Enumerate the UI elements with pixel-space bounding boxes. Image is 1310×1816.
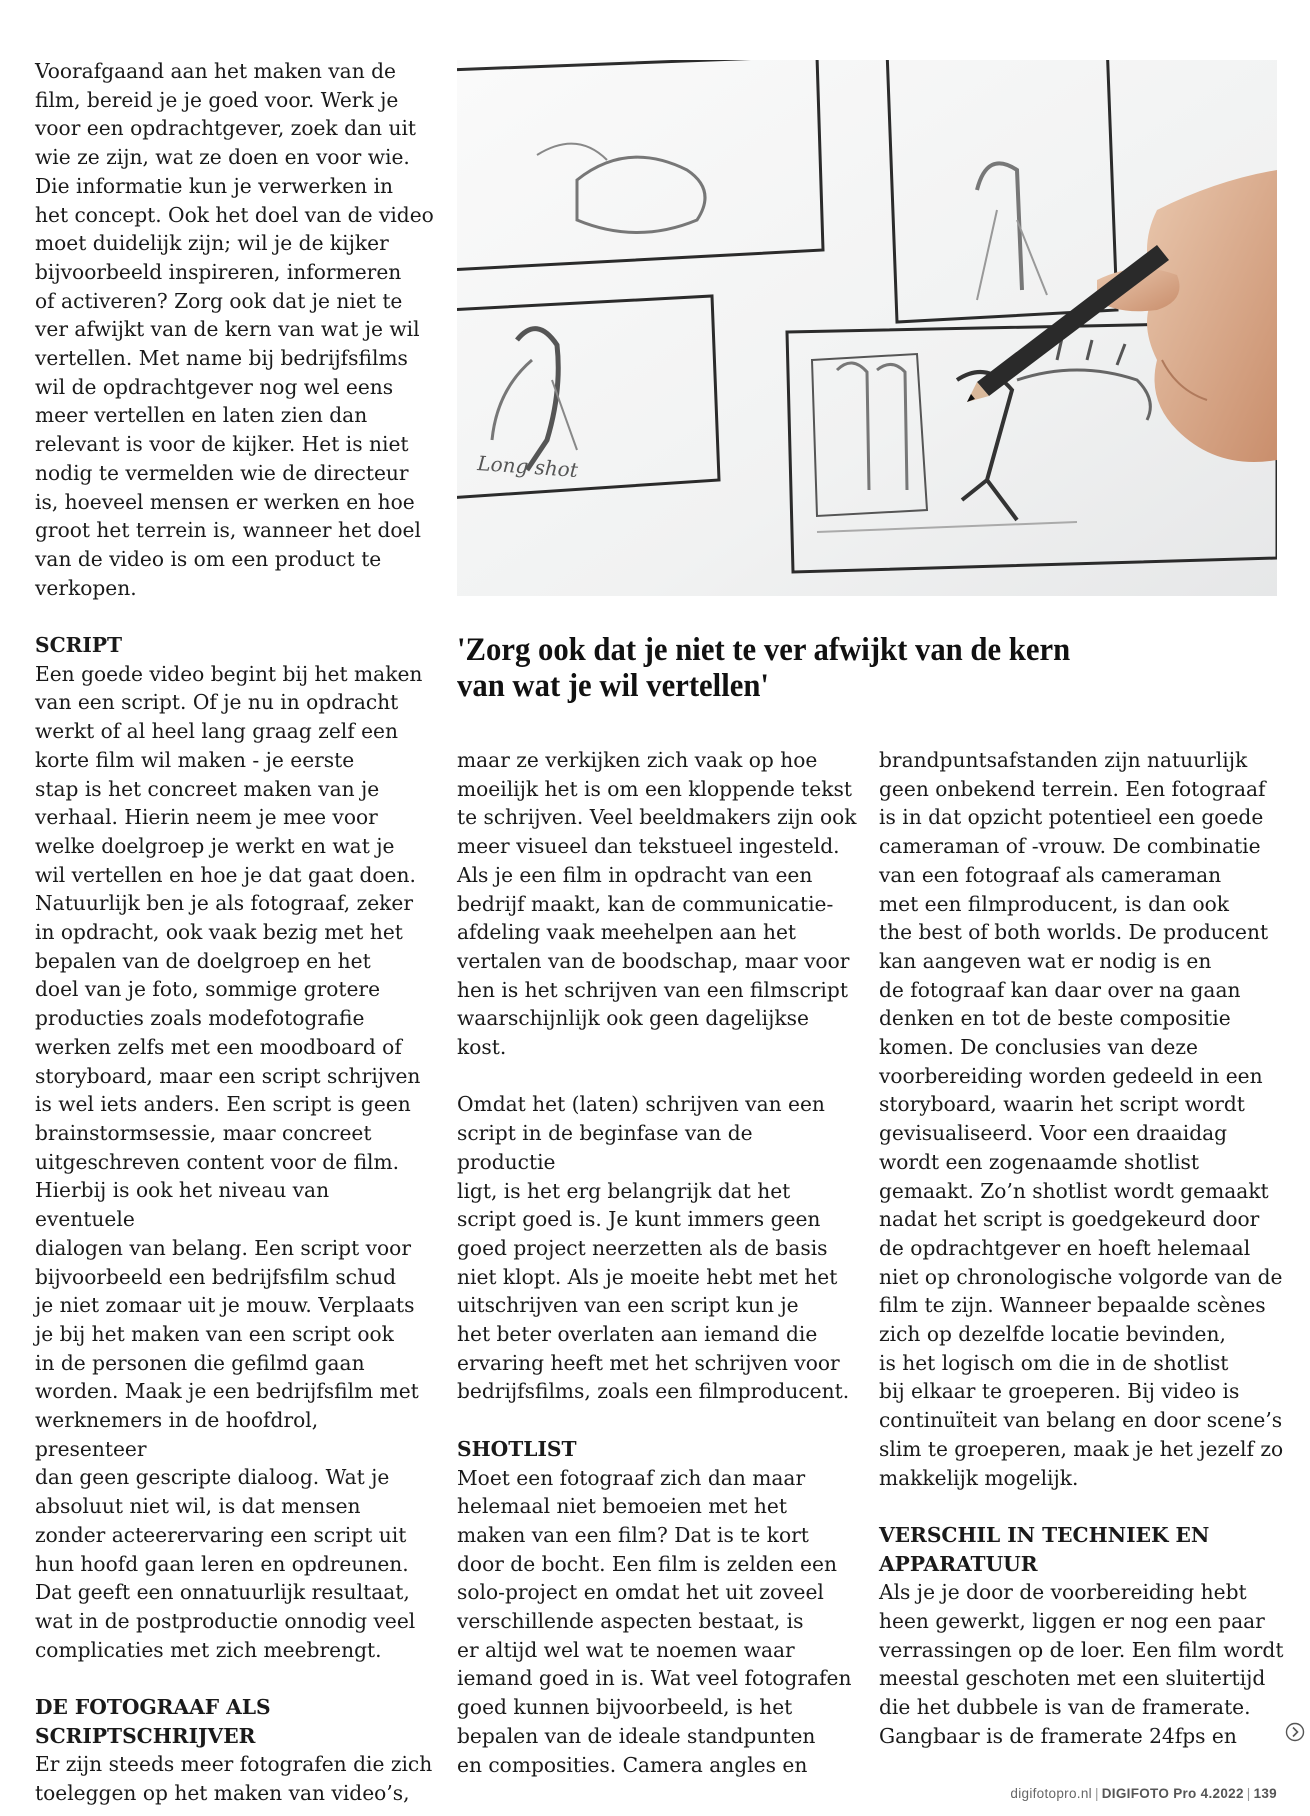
heading-fotograaf: DE FOTOGRAAF ALS SCRIPTSCHRIJVER <box>35 1695 271 1748</box>
storyboard-photo <box>457 60 1277 596</box>
heading-script: SCRIPT <box>35 633 123 658</box>
shotlist-paragraph: Moet een fotograaf zich dan maar helemaal niet bemoeien met het maken van een film? Dat is te kort door de bocht. Een film is zelden een solo-project en omdat het uit zoveel verschillende aspecten bestaat, is er altijd wel wat te noemen waar iemand goed in is. Wat veel fotografen goed kunnen bijvoorbeeld, is het bepalen van de ideale standpunten en composities. Camera angles en <box>457 1465 852 1777</box>
column-3 <box>879 746 1289 1751</box>
heading-shotlist: SHOTLIST <box>457 1436 577 1461</box>
page-number: 139 <box>1253 1786 1277 1801</box>
footer-magazine: DIGIFOTO Pro 4.2022 <box>1101 1786 1244 1801</box>
pull-quote: 'Zorg ook dat je niet te ver afwijkt van de kern van wat je wil vertellen' <box>457 632 1071 704</box>
footer-site: digifotopro.nl <box>1010 1786 1092 1801</box>
fotograaf-paragraph: Er zijn steeds meer fotografen die zich toeleggen op het maken van video’s, <box>35 1752 433 1806</box>
page-footer: digifotopro.nl | DIGIFOTO Pro 4.2022 | 139 <box>1010 1786 1277 1801</box>
techniek-paragraph: Als je je door de voorbereiding hebt heen gewerkt, liggen er nog een paar verrassingen op de loer. Een film wordt meestal geschoten met een sluitertijd die het dubbele is van de framerate. Gangbaar is de framerate 24fps en <box>879 1580 1284 1748</box>
sketch-label: Long shot <box>476 451 579 483</box>
column-1 <box>35 57 435 1808</box>
col2-paragraph-2: Omdat het (laten) schrijven van een script in de beginfase van de productie ligt, is het erg belangrijk dat het script goed is. Je kunt immers geen goed project neerzetten als de basis niet klopt. Als je moeite hebt met het uitschrijven van een script kun je het beter overlaten aan iemand die ervaring heeft met het schrijven voor bedrijfsfilms, zoals een filmproducent. <box>457 1092 850 1404</box>
col2-paragraph-1: maar ze verkijken zich vaak op hoe moeilijk het is om een kloppende tekst te schrijven. Veel beeldmakers zijn ook meer visueel dan tekstueel ingesteld. Als je een film in opdracht van een bedrijf maakt, kan de communicatie- afdeling vaak meehelpen aan het vertalen van de boodschap, maar voor hen is het schrijven van een filmscript waarschijnlijk ook geen dagelijkse kost. <box>457 748 857 1060</box>
col3-paragraph-1: brandpuntsafstanden zijn natuurlijk geen onbekend terrein. Een fotograaf is in dat opzicht potentieel een goede cameraman of -vrouw. De combinatie van een fotograaf als cameraman met een filmproducent, is dan ook the best of both worlds. De producent kan aangeven wat er nodig is en de fotograaf kan daar over na gaan denken en tot de beste compositie komen. De conclusies van deze voorbereiding worden gedeeld in een storyboard, waarin het script wordt gevisualiseerd. Voor een draaidag wordt een zogenaamde shotlist gemaakt. Zo’n shotlist wordt gemaakt nadat het script is goedgekeurd door de opdrachtgever en hoeft helemaal niet op chronologische volgorde van de film te zijn. Wanneer bepaalde scènes zich op dezelfde locatie bevinden, is het logisch om die in de shotlist bij elkaar te groeperen. Bij video is continuïteit van belang en door scene’s slim te groeperen, maak je het jezelf zo makkelijk mogelijk. <box>879 748 1284 1490</box>
column-2 <box>457 746 857 1779</box>
next-page-arrow-icon[interactable] <box>1285 1722 1305 1742</box>
heading-techniek: VERSCHIL IN TECHNIEK EN APPARATUUR <box>879 1522 1210 1576</box>
script-paragraph: Een goede video begint bij het maken van een script. Of je nu in opdracht werkt of al heel lang graag zelf een korte film wil maken - je eerste stap is het concreet maken van je verhaal. Hierin neem je mee voor welke doelgroep je werkt en wat je wil vertellen en hoe je dat gaat doen. Natuurlijk ben je als fotograaf, zeker in opdracht, ook vaak bezig met het bepalen van de doelgroep en het doel van je foto, sommige grotere producties zoals modefotografie werken zelfs met een moodboard of storyboard, maar een script schrijven is wel iets anders. Een script is geen brainstormsessie, maar concreet uitgeschreven content voor de film. Hierbij is ook het niveau van eventuele dialogen van belang. Een script voor bijvoorbeeld een bedrijfsfilm schud je niet zomaar uit je mouw. Verplaats je bij het maken van een script ook in de personen die gefilmd gaan worden. Maak je een bedrijfsfilm met werknemers in de hoofdrol, presenteer dan geen gescripte dialoog. Wat je absoluut niet wil, is dat mensen zonder acteerervaring een script uit hun hoofd gaan leren en opdreunen. Dat geeft een onnatuurlijk resultaat, wat in de postproductie onnodig veel complicaties met zich meebrengt. <box>35 661 423 1662</box>
intro-paragraph: Voorafgaand aan het maken van de film, bereid je je goed voor. Werk je voor een opdrachtgever, zoek dan uit wie ze zijn, wat ze doen en voor wie. Die informatie kun je verwerken in het concept. Ook het doel van de video moet duidelijk zijn; wil je de kijker bijvoorbeeld inspireren, informeren of activeren? Zorg ook dat je niet te ver afwijkt van de kern van wat je wil vertellen. Met name bij bedrijfsfilms wil de opdrachtgever nog wel eens meer vertellen en laten zien dan relevant is voor de kijker. Het is niet nodig te vermelden wie de directeur is, hoeveel mensen er werken en hoe groot het terrein is, wanneer het doel van de video is om een product te verkopen. <box>35 59 434 600</box>
